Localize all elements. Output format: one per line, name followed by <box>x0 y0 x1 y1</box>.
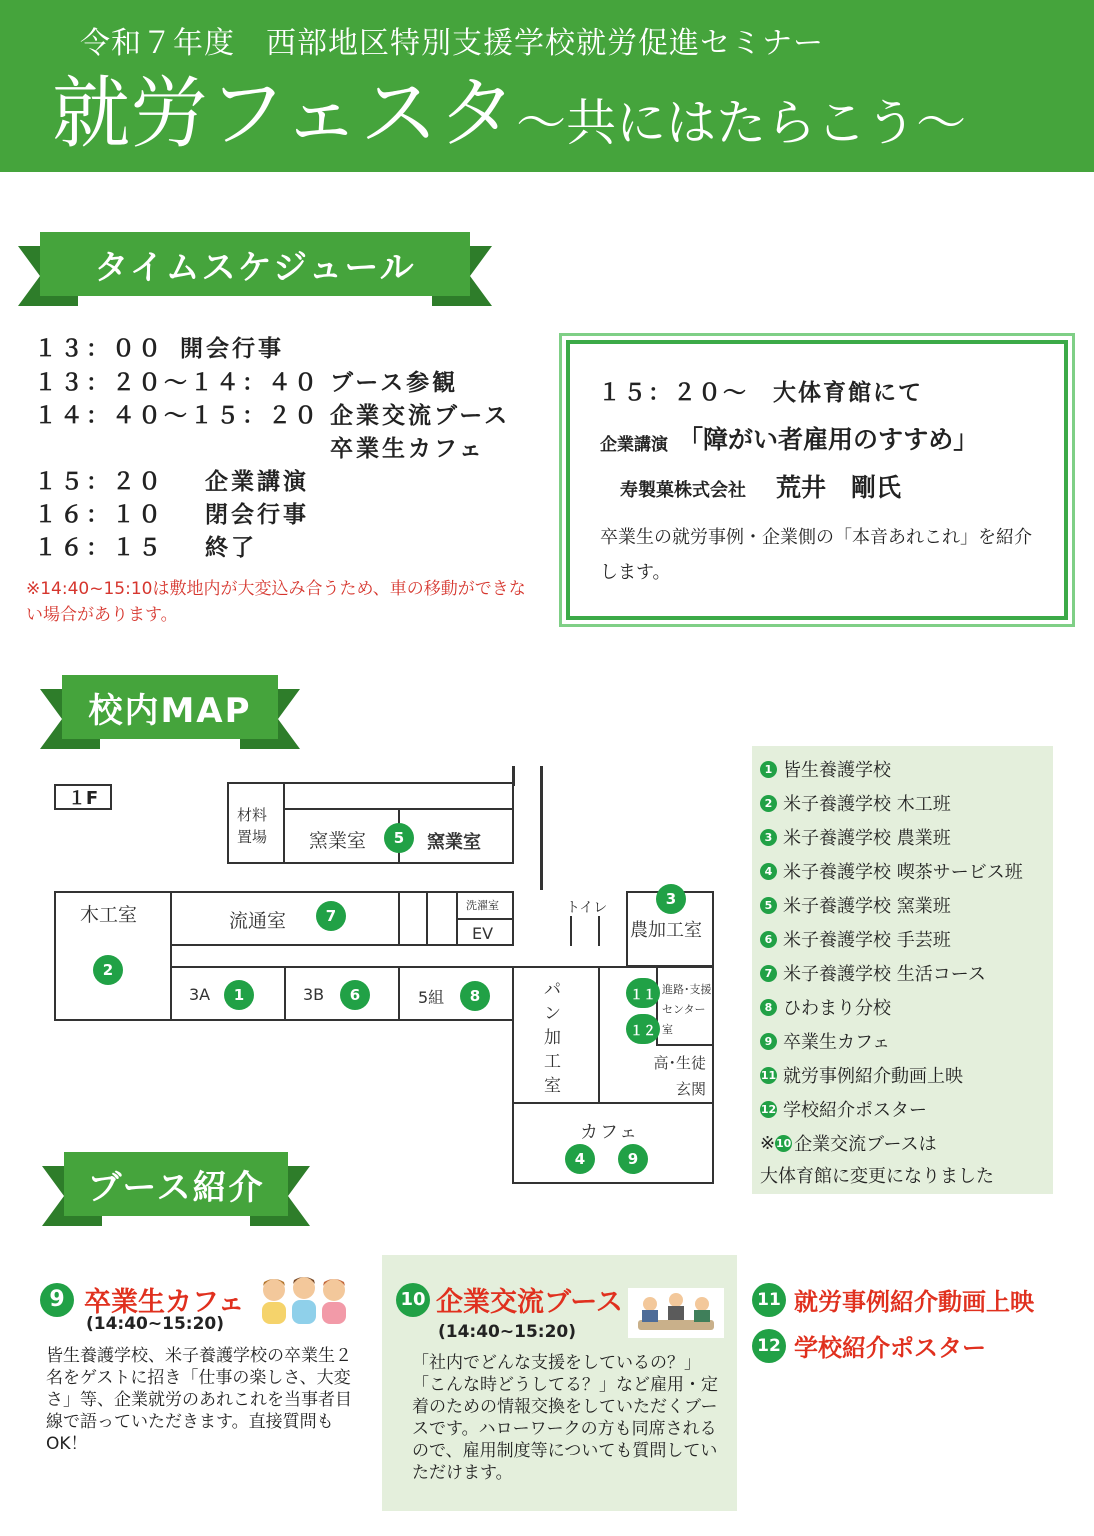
map-marker: 9 <box>618 1144 648 1174</box>
legend-note-2: 大体育館に変更になりました <box>760 1166 994 1187</box>
map-marker: １１ <box>626 978 660 1008</box>
map-marker: 7 <box>316 901 346 931</box>
room-ev: EV <box>472 924 494 943</box>
legend-item: 3 米子養護学校 農業班 <box>760 824 951 850</box>
room-ryutsu: 流通室 <box>229 910 287 932</box>
legend-item: 12 学校紹介ポスター <box>760 1100 927 1121</box>
title-main: 就労フェスタ <box>52 69 517 159</box>
schedule-time-2: １４：４０～１５：２０ <box>34 403 320 429</box>
room-3b: 3B <box>303 985 325 1004</box>
legend-item: 9 卒業生カフェ <box>760 1028 890 1054</box>
lecture-company: 寿製菓株式会社 <box>620 480 746 501</box>
map-marker: 3 <box>656 884 686 914</box>
schedule-event-3: 卒業生カフェ <box>330 436 485 462</box>
lecture-speaker: 荒井 剛氏 <box>776 473 902 502</box>
map-marker: １２ <box>626 1014 660 1044</box>
legend-note: ※ 10 企業交流ブースは <box>760 1132 937 1155</box>
schedule-time-4: １５：２０ <box>34 469 164 495</box>
map-legend <box>752 746 1053 1194</box>
booth-kigyo-title: 企業交流ブース <box>436 1287 623 1318</box>
booth-heading: ブース紹介 <box>64 1152 288 1216</box>
legend-item: 7 米子養護学校 生活コース <box>760 960 986 986</box>
room-mokko: 木工室 <box>80 904 138 926</box>
schedule-event-2: 企業交流ブース <box>330 403 511 429</box>
title-tail: ～共にはたらこう～ <box>516 94 967 152</box>
booth-number: 11 <box>752 1283 786 1317</box>
schedule-event-1: ブース参観 <box>330 370 459 396</box>
booth-kigyo-time: (14:40~15:20) <box>438 1322 577 1342</box>
room-genkan: 高･生徒玄関 <box>653 1054 706 1098</box>
booth-number: 12 <box>752 1329 786 1363</box>
map-marker: 8 <box>460 981 490 1011</box>
booth-cafe-desc: 皆生養護学校、米子養護学校の卒業生２名をゲストに招き「仕事の楽しさ、大変さ」等、企業就労のあれこれを当事者目線で語っていただきます。直接質問もOK！ <box>46 1346 352 1454</box>
map-ribbon <box>62 675 278 739</box>
lecture-title: 「障がい者雇用のすすめ」 <box>678 425 979 454</box>
map-heading: 校内MAP <box>62 675 278 739</box>
room-zairyo: 材料置場 <box>237 806 268 846</box>
map-marker: 1 <box>224 980 254 1010</box>
room-yogyo-2: 窯業室 <box>427 832 481 853</box>
schedule-note: ※14:40~15:10は敷地内が大変込み合うため、車の移動ができない場合があります。 <box>26 579 526 625</box>
schedule-event-4: 企業講演 <box>205 469 309 495</box>
legend-item: 11 就労事例紹介動画上映 <box>760 1066 963 1087</box>
schedule-event-0: 開会行事 <box>180 336 284 362</box>
room-toilet: トイレ <box>566 900 608 916</box>
legend-item: 4 米子養護学校 喫茶サービス班 <box>760 858 1023 884</box>
map-marker: 4 <box>565 1144 595 1174</box>
lecture-description: 卒業生の就労事例・企業側の「本音あれこれ」を紹介します。 <box>600 527 1032 583</box>
floor-label: １F <box>54 784 112 810</box>
lecture-box <box>566 340 1068 620</box>
room-pan: パン加工室 <box>544 980 561 1096</box>
map-marker: 6 <box>340 980 370 1010</box>
booth-number: 9 <box>40 1283 74 1317</box>
map-marker: 2 <box>93 955 123 985</box>
schedule-time-5: １６：１０ <box>34 502 164 528</box>
schedule-event-6: 終了 <box>205 535 257 561</box>
cafe-people-icon <box>254 1270 354 1324</box>
map-marker: 5 <box>384 823 414 853</box>
legend-item: 5 米子養護学校 窯業班 <box>760 892 951 918</box>
schedule-heading: タイムスケジュール <box>40 232 470 296</box>
booth-cafe-time: (14:40~15:20) <box>86 1314 225 1334</box>
booth-poster-title: 学校紹介ポスター <box>794 1334 986 1362</box>
room-3a: 3A <box>189 985 211 1004</box>
lecture-time-place: １５：２０～ 大体育館にて <box>598 380 923 406</box>
room-shinro: 進路･支援センター室 <box>662 983 712 1036</box>
legend-item: 1 皆生養護学校 <box>760 756 891 782</box>
schedule-time-6: １６：１５ <box>34 535 164 561</box>
schedule-ribbon <box>40 232 470 296</box>
schedule-time-0: １３：００ <box>34 336 164 362</box>
booth-video-title: 就労事例紹介動画上映 <box>794 1288 1034 1316</box>
booth-cafe-title: 卒業生カフェ <box>84 1287 245 1318</box>
legend-item: 8 ひわまり分校 <box>760 994 891 1020</box>
lecture-label: 企業講演 <box>600 435 668 455</box>
room-yogyo-1: 窯業室 <box>309 830 367 852</box>
legend-item: 2 米子養護学校 木工班 <box>760 790 951 816</box>
room-cafe: カフェ <box>580 1122 640 1143</box>
meeting-people-icon <box>628 1288 724 1338</box>
schedule-time-1: １３：２０～１４：４０ <box>34 370 320 396</box>
booth-kigyo-desc: 「社内でどんな支援をしているの？」「こんな時どうしてる？」など雇用・定着のための情報交換をしていただくブースです。ハローワークの方も同席されるので、雇用制度等についても質問していただけます。 <box>412 1353 718 1483</box>
header-subtitle: 令和７年度 西部地区特別支援学校就労促進セミナー <box>80 26 824 61</box>
room-sentaku: 洗濯室 <box>466 899 499 912</box>
booth-poster <box>752 1328 986 1363</box>
booth-ribbon <box>64 1152 288 1216</box>
header-title <box>52 64 966 185</box>
schedule-event-5: 閉会行事 <box>205 502 309 528</box>
legend-item: 6 米子養護学校 手芸班 <box>760 926 951 952</box>
booth-video <box>752 1282 1034 1317</box>
room-noka: 農加工室 <box>630 920 702 941</box>
room-5kumi: 5組 <box>418 988 445 1007</box>
booth-number: 10 <box>396 1283 430 1317</box>
booth-kigyo-header <box>396 1280 623 1319</box>
